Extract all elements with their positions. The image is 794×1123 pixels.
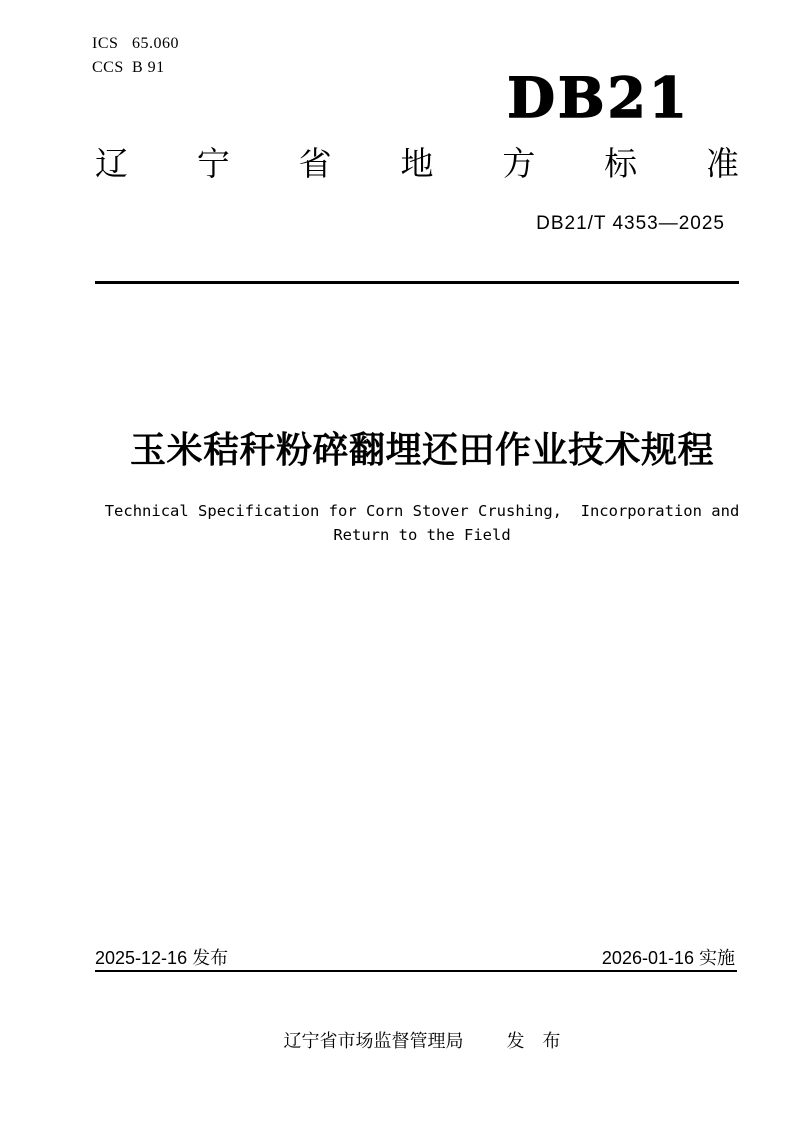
- standard-type-char: 宁: [196, 145, 230, 182]
- classification-codes: [92, 32, 179, 80]
- publish-label: 发 布: [506, 1031, 561, 1051]
- publisher-row: [95, 1027, 749, 1053]
- standard-type-char: 地: [400, 145, 434, 182]
- date-row: [95, 944, 735, 970]
- document-title-zh: 玉米秸秆粉碎翻埋还田作业技术规程: [129, 429, 714, 470]
- db21-logo: DB21: [507, 65, 690, 130]
- document-title-en-line1: Technical Specification for Corn Stover Crushing, Incorporation and: [104, 502, 740, 520]
- implement-date: 2026-01-16 实施: [601, 948, 735, 968]
- publisher-name: 辽宁省市场监督管理局: [283, 1031, 464, 1051]
- ccs-value: B 91: [132, 59, 165, 76]
- ics-value: 65.060: [132, 35, 179, 52]
- ics-label: ICS: [92, 35, 119, 52]
- ccs-code-row: [92, 56, 179, 80]
- standard-type-char: 准: [705, 145, 739, 182]
- issue-date: 2025-12-16 发布: [95, 948, 229, 968]
- standard-type-char: 方: [502, 145, 536, 182]
- standard-type-char: 标: [604, 145, 638, 182]
- standard-number: DB21/T 4353—2025: [536, 213, 725, 234]
- standard-type-heading: [95, 146, 739, 182]
- header-divider-line: [95, 281, 739, 284]
- ics-code-row: [92, 32, 179, 56]
- standard-type-char: 辽: [95, 145, 128, 182]
- document-title-en: [95, 499, 749, 547]
- standard-type-char: 省: [298, 145, 332, 182]
- footer-divider-line: [95, 970, 737, 972]
- ccs-label: CCS: [92, 59, 124, 76]
- document-title-en-line2: Return to the Field: [333, 526, 511, 544]
